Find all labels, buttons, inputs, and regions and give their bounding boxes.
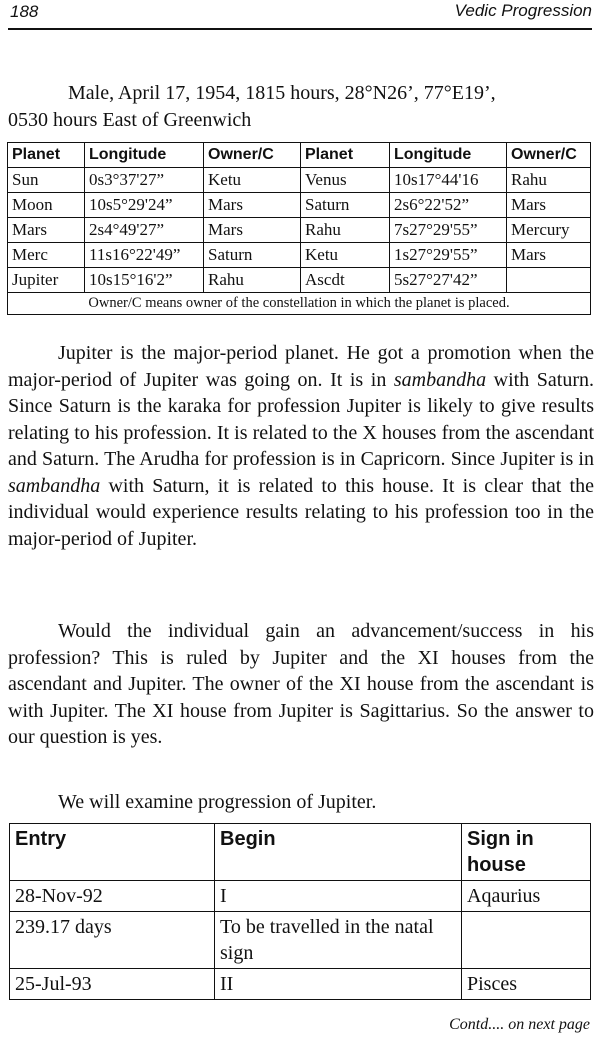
- table-cell: Mars: [8, 218, 85, 243]
- table-cell: To be travelled in the natal sign: [215, 912, 462, 969]
- birth-details-line: Male, April 17, 1954, 1815 hours, 28°N26’, 77°E19’,: [68, 82, 496, 104]
- emphasis-term: sambandha: [393, 368, 487, 391]
- chart-details: [8, 80, 592, 134]
- table-cell: 5s27°27'42”: [390, 268, 507, 293]
- paragraph-3: [8, 789, 594, 816]
- emphasis-term: sambandha: [8, 474, 101, 497]
- table-cell: Rahu: [507, 168, 591, 193]
- table-cell: Rahu: [301, 218, 390, 243]
- running-title: Vedic Progression: [454, 1, 592, 20]
- table-cell: Saturn: [301, 193, 390, 218]
- table-cell: Venus: [301, 168, 390, 193]
- table-cell: 28-Nov-92: [10, 881, 215, 912]
- col-header: Planet: [301, 143, 390, 168]
- table-cell: Mars: [507, 243, 591, 268]
- table-cell: Moon: [8, 193, 85, 218]
- table-cell: [507, 268, 591, 293]
- table-cell: [462, 912, 591, 969]
- paragraph-text: We will examine progression of Jupiter.: [58, 791, 377, 813]
- col-header: Owner/C: [507, 143, 591, 168]
- page-number: 188: [10, 2, 39, 21]
- continuation-note: Contd.... on next page: [449, 1016, 590, 1033]
- paragraph-1: [8, 340, 594, 552]
- table-cell: 10s15°16'2”: [85, 268, 204, 293]
- table-cell: Pisces: [462, 969, 591, 1000]
- table-cell: 2s4°49'27”: [85, 218, 204, 243]
- table-row: [10, 881, 591, 912]
- table-cell: 0s3°37'27”: [85, 168, 204, 193]
- table-cell: Mercury: [507, 218, 591, 243]
- col-header: Planet: [8, 143, 85, 168]
- table-header-row: [10, 824, 591, 881]
- paragraph-text: with Saturn, it is related to this house. It is clear that the individual would experience results relating to his profession too in the major-period of Jupiter.: [8, 474, 594, 550]
- paragraph-2: [8, 618, 594, 751]
- table-cell: Mars: [204, 193, 301, 218]
- table-cell: Mars: [204, 218, 301, 243]
- table-cell: Merc: [8, 243, 85, 268]
- table-cell: Jupiter: [8, 268, 85, 293]
- table-cell: I: [215, 881, 462, 912]
- table-cell: Sun: [8, 168, 85, 193]
- table-cell: Saturn: [204, 243, 301, 268]
- table-cell: 10s5°29'24”: [85, 193, 204, 218]
- col-header: Owner/C: [204, 143, 301, 168]
- col-header: Longitude: [85, 143, 204, 168]
- table-cell: Mars: [507, 193, 591, 218]
- table-cell: 1s27°29'55”: [390, 243, 507, 268]
- progression-table: [9, 823, 591, 1000]
- table-cell: Aqaurius: [462, 881, 591, 912]
- table-row: [8, 168, 591, 193]
- table-note-row: [8, 293, 591, 315]
- table-cell: II: [215, 969, 462, 1000]
- table-row: [8, 218, 591, 243]
- paragraph-text: Would the individual gain an advancement/success in his profession? This is ruled by Jupiter and the XI houses from the ascendant and Jupiter. The owner of the XI house from the ascendant is with Jupiter. The XI house from Jupiter is Sagittarius. So the answer to our question is yes.: [8, 620, 594, 748]
- table-row: [8, 193, 591, 218]
- planet-table: [7, 142, 591, 315]
- table-cell: 10s17°44'16: [390, 168, 507, 193]
- table-cell: 11s16°22'49”: [85, 243, 204, 268]
- table-row: [10, 912, 591, 969]
- table-note: Owner/C means owner of the constellation in which the planet is placed.: [8, 293, 591, 315]
- table-cell: 2s6°22'52”: [390, 193, 507, 218]
- table-cell: Ketu: [204, 168, 301, 193]
- table-cell: 239.17 days: [10, 912, 215, 969]
- table-cell: 7s27°29'55”: [390, 218, 507, 243]
- paragraph-text: with Saturn. Since Saturn is the karaka for profession Jupiter is likely to give results relating to his profession. It is related to the X houses from the ascendant and Saturn. The Arudha for profession is in Capricorn. Since Jupiter is in: [8, 368, 594, 470]
- table-cell: Ascdt: [301, 268, 390, 293]
- page-header: [8, 0, 592, 30]
- table-cell: 25-Jul-93: [10, 969, 215, 1000]
- paragraph-text: Jupiter is the major-period planet. He got a promotion when the major-period of Jupiter was going on. It is in: [8, 342, 594, 391]
- col-header: Begin: [215, 824, 462, 881]
- table-header-row: [8, 143, 591, 168]
- col-header: Longitude: [390, 143, 507, 168]
- col-header: Entry: [10, 824, 215, 881]
- col-header: Sign in house: [462, 824, 591, 881]
- timezone-line: 0530 hours East of Greenwich: [8, 109, 252, 131]
- table-row: [10, 969, 591, 1000]
- table-row: [8, 268, 591, 293]
- table-row: [8, 243, 591, 268]
- table-cell: Ketu: [301, 243, 390, 268]
- table-cell: Rahu: [204, 268, 301, 293]
